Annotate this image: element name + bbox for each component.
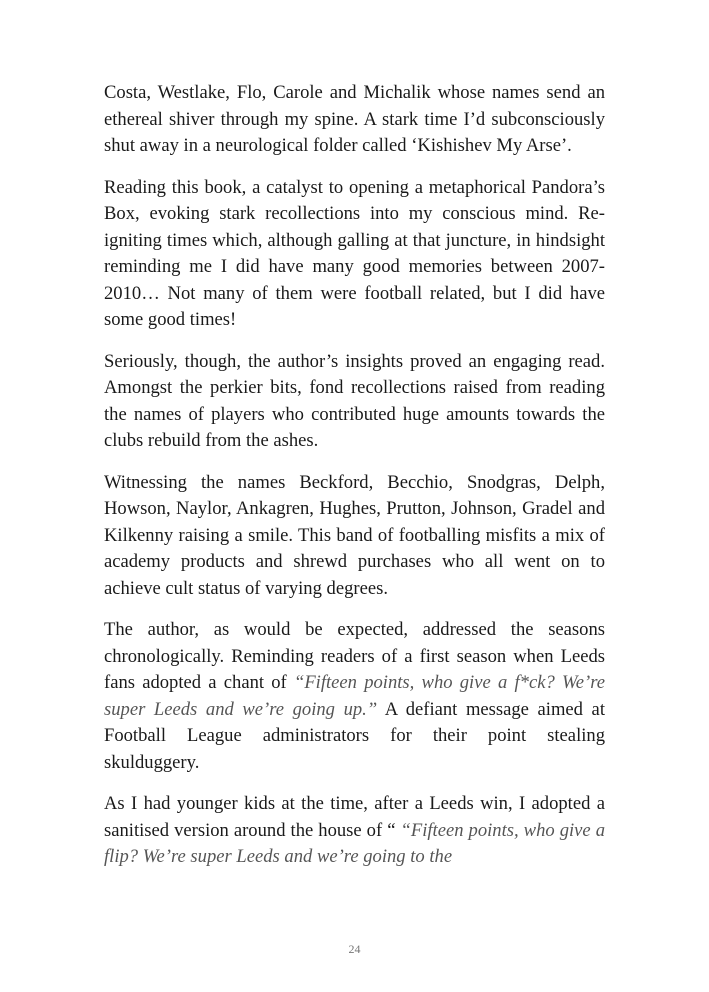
paragraph-5-text-before: The author, as would be expected, addressed the seasons chronologically. Reminding readers of a first season when Leeds fans adopted a chant of [104,619,605,693]
paragraph-6 [104,791,605,871]
sanitised-chant-quote: “Fifteen points, who give a flip? We’re super Leeds and we’re going to the [104,819,605,867]
page-number: 24 [348,942,361,956]
paragraph-5-text-after: A defiant message aimed at Football League administrators for their point stealing skulduggery. [104,698,605,773]
paragraph-4: Witnessing the names Beckford, Becchio, Snodgras, Delph, Howson, Naylor, Ankagren, Hughes, Prutton, Johnson, Gradel and Kilkenny raising a smile. This band of footballing misfits a mix of academy products and shrewd purchases who all went on to achieve cult status of varying degrees. [104,471,605,599]
paragraph-6-text-before: As I had younger kids at the time, after a Leeds win, I adopted a sanitised version around the house of “ [104,793,605,841]
paragraph-2: Reading this book, a catalyst to opening a metaphorical Pandora’s Box, evoking stark recollections into my conscious mind. Re-igniting times which, although galling at that juncture, in hindsight reminding me I did have many good memories between 2007-2010… Not many of them were football related, but I did have some good times! [104,176,605,330]
page-body [104,80,605,886]
chant-quote: “Fifteen points, who give a f*ck? We’re super Leeds and we’re going up.” [104,672,605,720]
paragraph-1: Costa, Westlake, Flo, Carole and Michalik whose names send an ethereal shiver through my spine. A stark time I’d subconsciously shut away in a neurological folder called ‘Kishishev My Arse’. [104,82,605,156]
paragraph-5 [104,617,605,776]
paragraph-3: Seriously, though, the author’s insights proved an engaging read. Amongst the perkier bits, fond recollections raised from reading the names of players who contributed huge amounts towards the clubs rebuild from the ashes. [104,350,605,451]
